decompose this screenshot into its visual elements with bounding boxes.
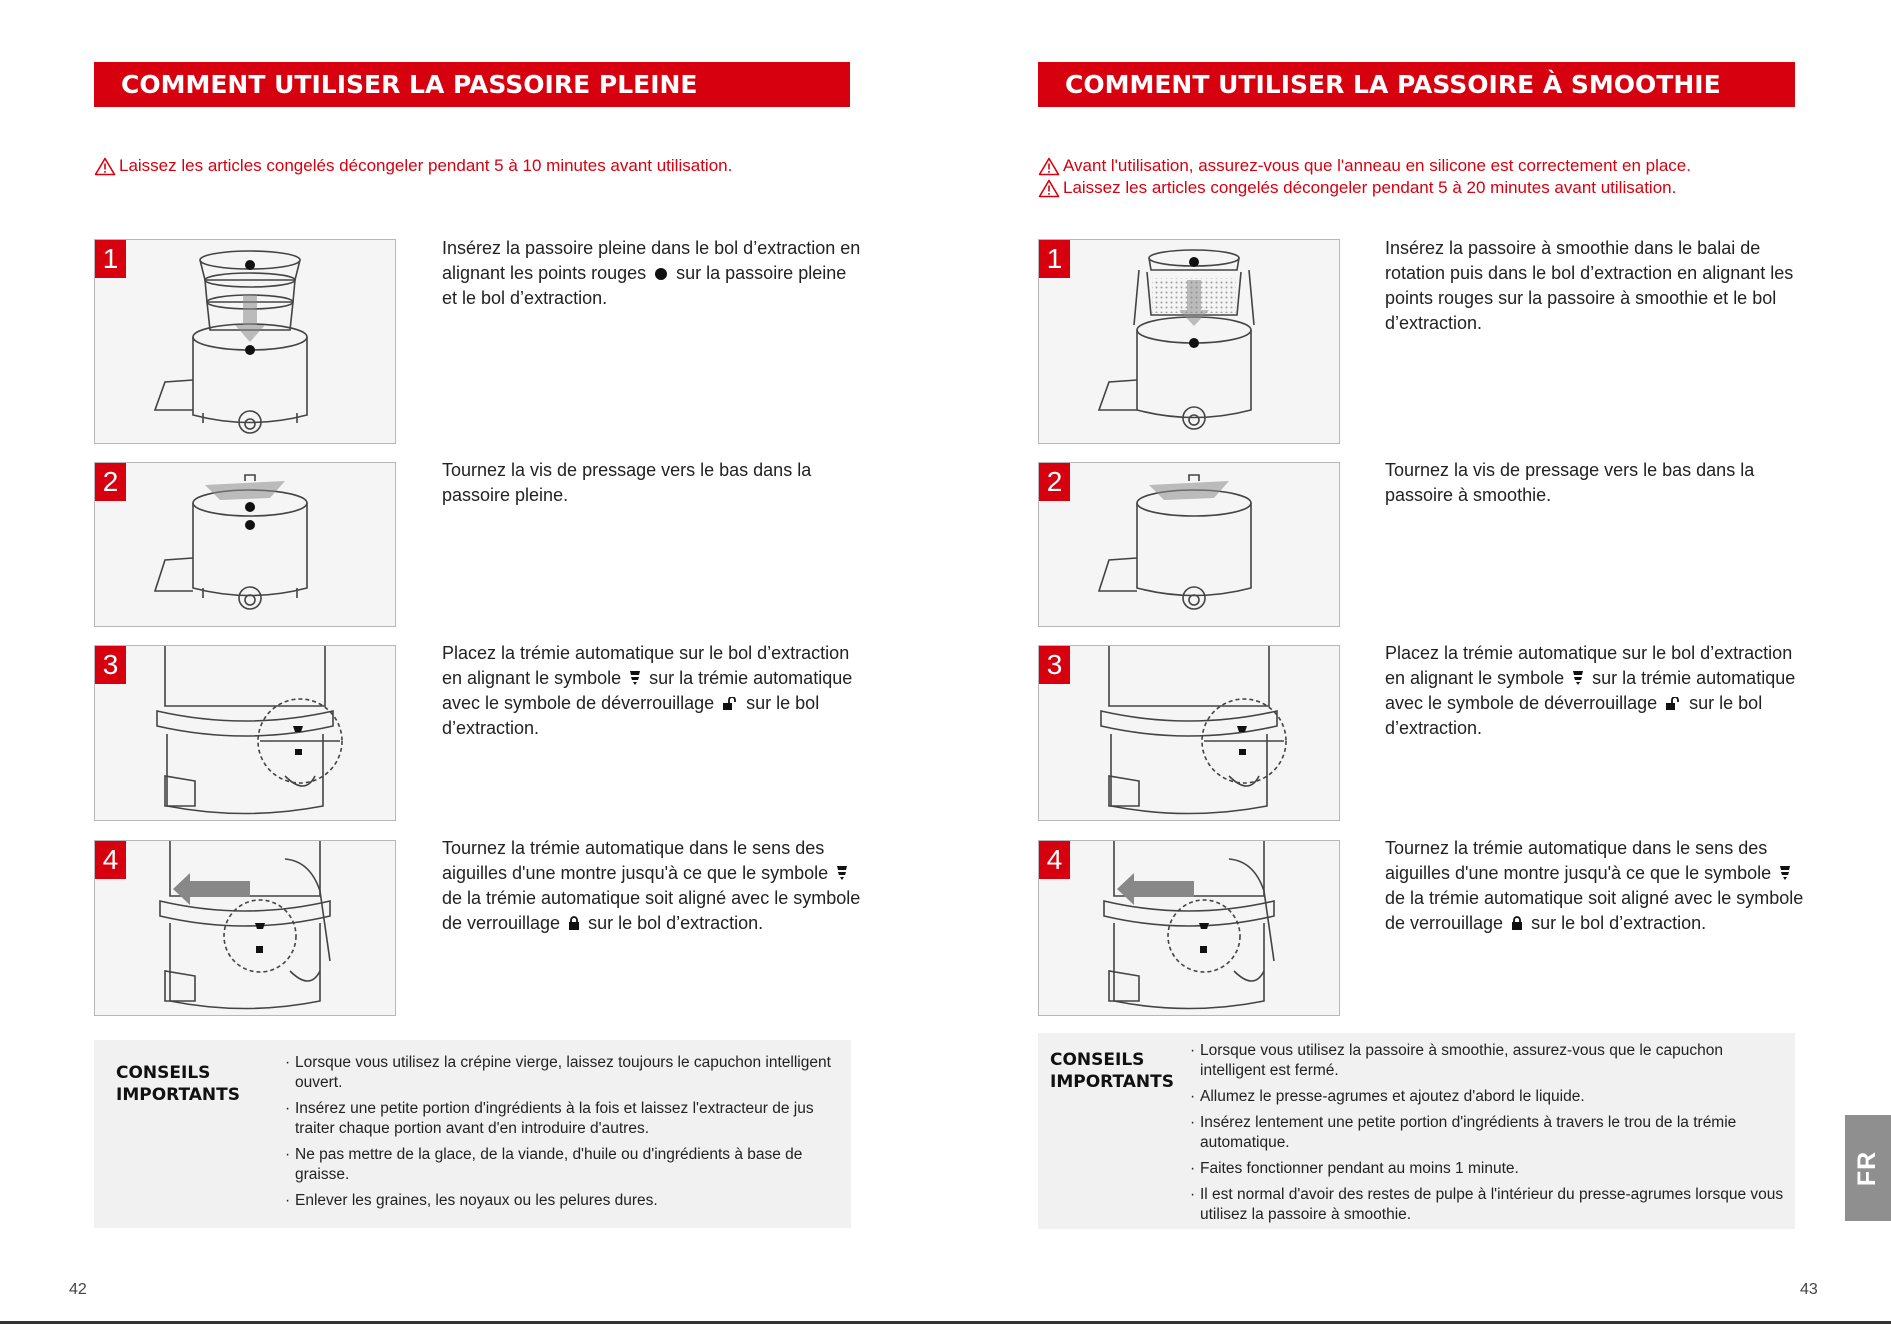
tip-item: · Lorsque vous utilisez la crépine vierge, laissez toujours le capuchon intelligent ouvert. (285, 1053, 840, 1093)
tips-list (1190, 1041, 1785, 1231)
step-1-figure (1038, 239, 1340, 444)
smoothie-strainer-illustration (1039, 240, 1340, 444)
tip-item: · Lorsque vous utilisez la passoire à smoothie, assurez-vous que le capuchon intelligent est fermé. (1190, 1041, 1785, 1081)
step-3-figure (94, 645, 396, 821)
tip-item: · Insérez lentement une petite portion d'ingrédients à travers le trou de la trémie automatique. (1190, 1113, 1785, 1153)
right-page-title: COMMENT UTILISER LA PASSOIRE À SMOOTHIE (1038, 62, 1795, 107)
tips-title: CONSEILS IMPORTANTS (116, 1063, 240, 1105)
hopper-lock-illustration (95, 841, 396, 1016)
hopper-alignment-illustration (95, 646, 396, 821)
important-tips-panel (94, 1040, 851, 1228)
language-tab: FR (1845, 1115, 1891, 1221)
warning-icon (1038, 179, 1060, 198)
warning-text: Avant l'utilisation, assurez-vous que l'anneau en silicone est correctement en place. (1063, 156, 1691, 175)
hopper-symbol-icon (629, 670, 641, 686)
tips-title: CONSEILS IMPORTANTS (1050, 1050, 1174, 1092)
right-warnings (1038, 155, 1691, 199)
step-2-text: Tournez la vis de pressage vers le bas dans la passoire à smoothie. (1385, 460, 1755, 505)
lock-icon (568, 916, 580, 931)
hopper-alignment-illustration (1039, 646, 1340, 821)
hopper-lock-illustration (1039, 841, 1340, 1016)
step-3-figure (1038, 645, 1340, 821)
warning-line (1038, 155, 1691, 177)
warning-text: Laissez les articles congelés décongeler pendant 5 à 10 minutes avant utilisation. (119, 156, 733, 175)
juicer-strainer-illustration (95, 240, 396, 444)
tip-item: · Faites fonctionner pendant au moins 1 minute. (1190, 1159, 1785, 1179)
step-1-figure (94, 239, 396, 444)
hopper-symbol-icon (1779, 865, 1791, 881)
unlock-icon (1665, 697, 1681, 711)
important-tips-panel (1038, 1033, 1795, 1229)
tips-list (285, 1053, 840, 1217)
left-warnings (94, 155, 732, 177)
red-dot-icon (654, 267, 668, 281)
step-number: 3 (1039, 646, 1070, 684)
step-number: 2 (1039, 463, 1070, 501)
step-number: 4 (95, 841, 126, 879)
hopper-symbol-icon (836, 865, 848, 881)
step-2-text: Tournez la vis de pressage vers le bas dans la passoire pleine. (442, 460, 812, 505)
hopper-symbol-icon (1572, 670, 1584, 686)
page-number-left: 42 (69, 1281, 87, 1298)
step-2-figure (94, 462, 396, 627)
warning-icon (1038, 157, 1060, 176)
left-page-title: COMMENT UTILISER LA PASSOIRE PLEINE (94, 62, 850, 107)
step-4-figure (94, 840, 396, 1016)
lock-icon (1511, 916, 1523, 931)
step-number: 3 (95, 646, 126, 684)
step-number: 1 (1039, 240, 1070, 278)
step-number: 2 (95, 463, 126, 501)
step-1-text: Insérez la passoire à smoothie dans le balai de rotation puis dans le bol d’extraction en alignant les points rouges sur la passoire à smoothie et le bol d’extraction. (1385, 238, 1794, 333)
tip-item: · Allumez le presse-agrumes et ajoutez d'abord le liquide. (1190, 1087, 1785, 1107)
step-2-figure (1038, 462, 1340, 627)
tip-item: · Insérez une petite portion d'ingrédients à la fois et laissez l'extracteur de jus traiter chaque portion avant d'en introduire d'autres. (285, 1099, 840, 1139)
step-3-text: Placez la trémie automatique sur le bol d’extraction en alignant le symbole sur la trémie automatique avec le symbole de déverrouillage sur le bol d’extraction. (442, 643, 853, 738)
step-4-text: Tournez la trémie automatique dans le sens des aiguilles d'une montre jusqu'à ce que le symbole de la trémie automatique soit aligné avec le symbole de verrouillage sur le bol d’extraction. (442, 838, 861, 933)
step-number: 1 (95, 240, 126, 278)
step-3-text: Placez la trémie automatique sur le bol d’extraction en alignant le symbole sur la trémie automatique avec le symbole de déverrouillage sur le bol d’extraction. (1385, 643, 1796, 738)
step-4-text: Tournez la trémie automatique dans le sens des aiguilles d'une montre jusqu'à ce que le symbole de la trémie automatique soit aligné avec le symbole de verrouillage sur le bol d’extraction. (1385, 838, 1804, 933)
warning-text: Laissez les articles congelés décongeler pendant 5 à 20 minutes avant utilisation. (1063, 178, 1677, 197)
unlock-icon (722, 697, 738, 711)
warning-line (94, 155, 732, 177)
step-number: 4 (1039, 841, 1070, 879)
smoothie-screw-illustration (1039, 463, 1340, 627)
step-1-text: Insérez la passoire pleine dans le bol d’extraction en alignant les points rouges sur la passoire pleine et le bol d’extraction. (442, 238, 861, 308)
juicer-screw-illustration (95, 463, 396, 627)
warning-line (1038, 177, 1691, 199)
warning-icon (94, 157, 116, 176)
tip-item: · Ne pas mettre de la glace, de la viande, d'huile ou d'ingrédients à base de graisse. (285, 1145, 840, 1185)
tip-item: · Enlever les graines, les noyaux ou les pelures dures. (285, 1191, 840, 1211)
page-number-right: 43 (1800, 1281, 1818, 1298)
tip-item: · Il est normal d'avoir des restes de pulpe à l'intérieur du presse-agrumes lorsque vous utilisez la passoire à smoothie. (1190, 1185, 1785, 1225)
step-4-figure (1038, 840, 1340, 1016)
